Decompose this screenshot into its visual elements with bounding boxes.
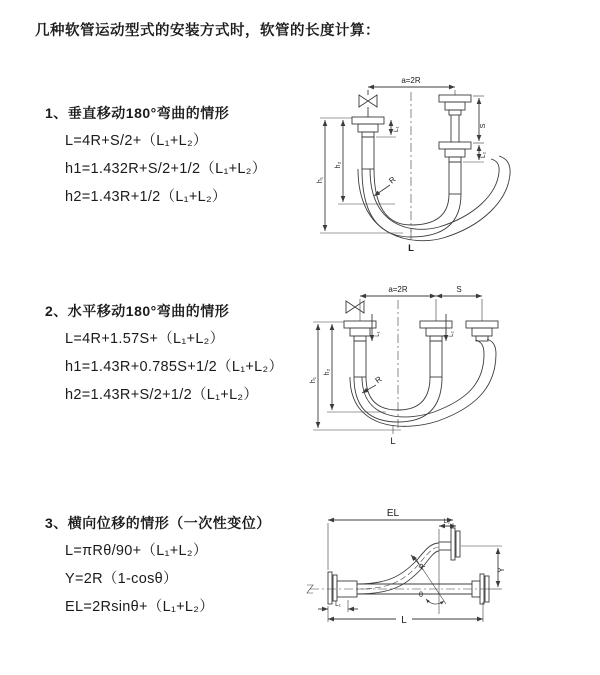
page-title: 几种软管运动型式的安装方式时，软管的长度计算： [35,23,380,39]
left-flange [328,572,357,604]
diagram-lateral-displacement [298,502,595,644]
dim-label-l1: L₁ [335,601,341,608]
upper-flange [439,528,460,560]
dim-label-h2: h₂ [324,368,331,376]
valve-icon [359,90,377,117]
diagram-1-labels [317,76,487,254]
middle-pipe-fitting [420,321,452,377]
dim-label-h2: h₂ [335,161,342,169]
section-3-formula-Y: Y=2R（1-cosθ） [65,570,178,587]
section-1-formula-h2: h2=1.43R+1/2（L₁+L₂） [65,188,227,205]
dim-label-h1: h₁ [317,176,324,184]
diagram-3-labels [335,508,506,626]
dim-label-l: L [390,436,396,447]
braided-hose-section [354,341,366,377]
diagram-vertical-move-180 [303,70,590,255]
section-2-formula-h1: h1=1.43R+0.785S+1/2（L₁+L₂） [65,358,284,375]
dim-label-a2r: a=2R [401,76,421,85]
dim-label-r: R [416,561,428,572]
dim-label-r: R [373,374,384,386]
dim-label-l1: L₁ [375,331,381,337]
dim-label-y: Y [497,567,506,573]
section-3-formula-L: L=πRθ/90+（L₁+L₂） [65,542,208,559]
right-pipe-fitting [466,321,498,341]
section-1-formula-h1: h1=1.432R+S/2+1/2（L₁+L₂） [65,160,267,177]
left-pipe-fitting [352,117,384,169]
section-3-formula-EL: EL=2Rsinθ+（L₁+L₂） [65,598,215,615]
section-2-formula-L: L=4R+1.57S+（L₁+L₂） [65,330,225,347]
section-1-formula-L: L=4R+S/2+（L₁+L₂） [65,132,208,149]
right-pipe-fittings [439,95,471,194]
diagram-2-labels [310,285,462,447]
section-3-heading: 3、横向位移的情形（一次性变位） [45,515,271,531]
dim-label-l: L [401,615,407,626]
dim-label-s: S [478,123,487,129]
dim-label-s: S [456,285,462,294]
hose-curves [358,156,510,241]
dim-label-l2: L₂ [480,151,487,158]
dim-label-h1: h₁ [310,376,317,384]
section-1-heading: 1、垂直移动180°弯曲的情形 [45,105,230,121]
dim-label-theta: θ [418,590,424,599]
dim-label-l1: L₁ [393,126,400,132]
hose-curves [357,543,439,594]
braided-hose-section [362,137,374,169]
dim-label-l2: L₂ [449,331,455,337]
dim-label-a2r: a=2R [388,285,408,294]
diagram-horizontal-move-180 [306,280,590,450]
section-vertical-move [45,103,267,209]
section-2-formula-h2: h2=1.43R+S/2+1/2（L₁+L₂） [65,386,259,403]
dimension-lines [318,520,502,622]
dim-label-r: R [387,174,398,186]
braided-hose-section [449,162,461,194]
left-pipe-fitting [344,321,376,377]
braided-hose-section [430,341,442,377]
hose-curves [350,339,496,426]
dim-label-l2: L₂ [443,518,451,525]
section-lateral-displacement [45,513,271,619]
section-2-heading: 2、水平移动180°弯曲的情形 [45,303,230,319]
dim-label-el: EL [386,508,400,519]
dim-label-l: L [408,243,414,254]
valve-icon [346,301,364,313]
section-horizontal-move [45,301,283,407]
